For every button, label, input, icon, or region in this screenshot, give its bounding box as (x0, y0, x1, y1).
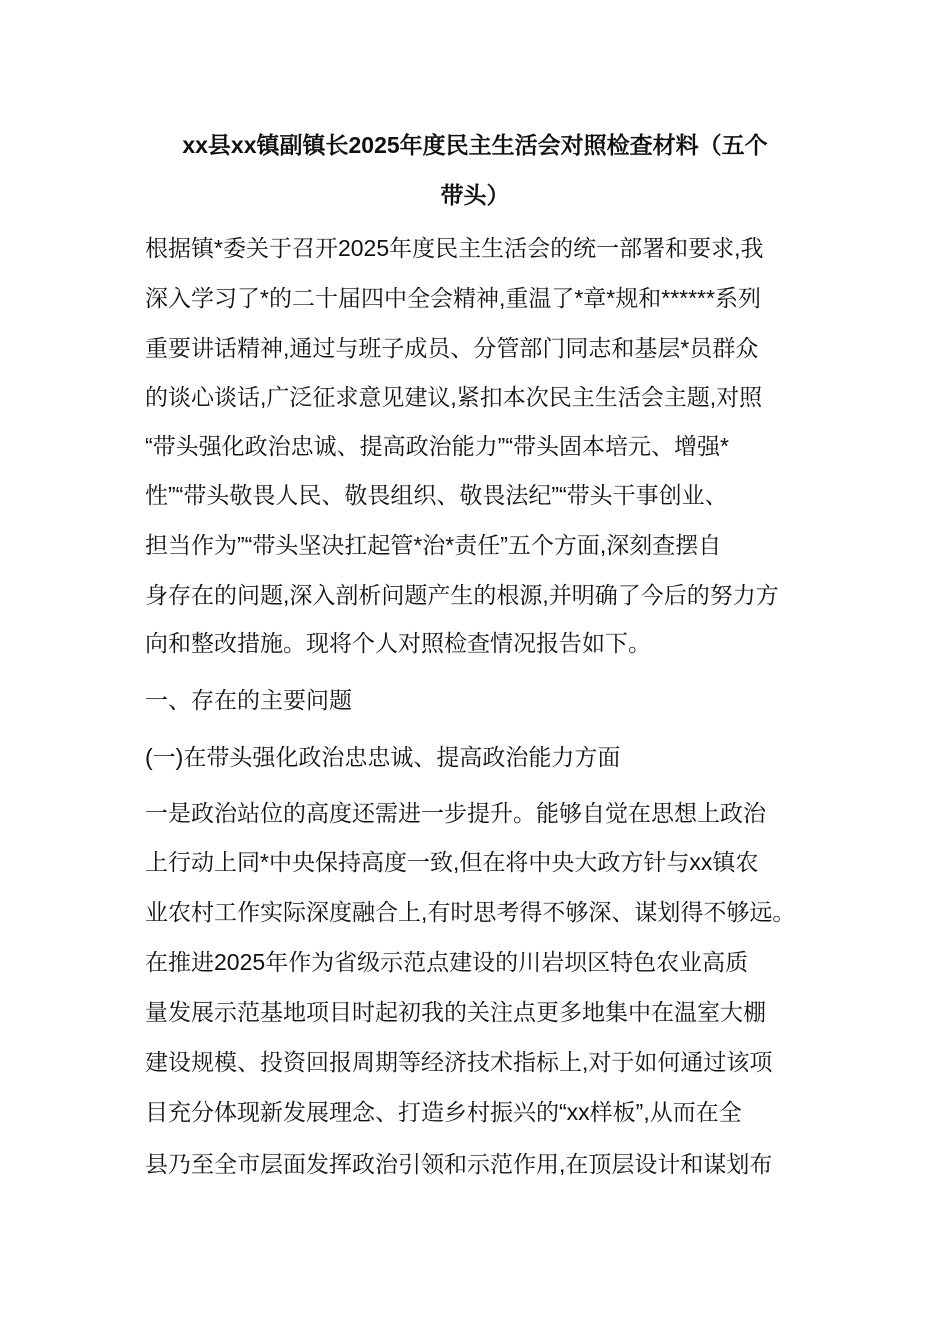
paragraph-line: 在推进2025年作为省级示范点建设的川岩坝区特色农业高质 (145, 949, 749, 975)
paragraph-line: 重要讲话精神,通过与班子成员、分管部门同志和基层*员群众 (145, 335, 759, 361)
paragraph-line: 担当作为”“带头坚决扛起管*治*责任”五个方面,深刻查摆自 (145, 532, 722, 558)
document-title-line-2: 带头） (440, 182, 510, 208)
subsection-heading: (一)在带头强化政治忠忠诚、提高政治能力方面 (145, 744, 621, 770)
paragraph-line: 量发展示范基地项目时起初我的关注点更多地集中在温室大棚 (145, 999, 766, 1025)
paragraph-line: 根据镇*委关于召开2025年度民主生活会的统一部署和要求,我 (145, 235, 764, 261)
paragraph-line: 建设规模、投资回报周期等经济技术指标上,对于如何通过该项 (145, 1049, 773, 1075)
paragraph-line: 上行动上同*中央保持高度一致,但在将中央大政方针与xx镇农 (145, 849, 759, 875)
paragraph-line: “带头强化政治忠诚、提高政治能力”“带头固本培元、增强* (145, 433, 729, 459)
paragraph-line: 身存在的问题,深入剖析问题产生的根源,并明确了今后的努力方 (145, 582, 779, 608)
paragraph-line: 向和整改措施。现将个人对照检查情况报告如下。 (145, 630, 651, 656)
paragraph-line: 深入学习了*的二十届四中全会精神,重温了*章*规和******系列 (145, 285, 761, 311)
document-title-line-1: xx县xx镇副镇长2025年度民主生活会对照检查材料（五个 (182, 132, 768, 158)
paragraph-line: 目充分体现新发展理念、打造乡村振兴的“xx样板”,从而在全 (145, 1099, 742, 1125)
paragraph-line: 一是政治站位的高度还需进一步提升。能够自觉在思想上政治 (145, 800, 766, 826)
paragraph-line: 县乃至全市层面发挥政治引领和示范作用,在顶层设计和谋划布 (145, 1151, 773, 1177)
section-heading: 一、存在的主要问题 (145, 687, 352, 713)
paragraph-line: 的谈心谈话,广泛征求意见建议,紧扣本次民主生活会主题,对照 (145, 384, 763, 410)
paragraph-line: 性”“带头敬畏人民、敬畏组织、敬畏法纪”“带头干事创业、 (145, 482, 728, 508)
paragraph-line: 业农村工作实际深度融合上,有时思考得不够深、谋划得不够远。 (145, 899, 796, 925)
